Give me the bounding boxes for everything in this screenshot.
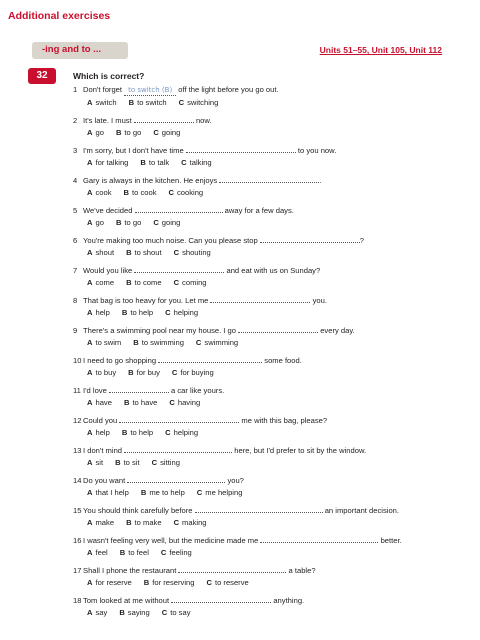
option-text: helping bbox=[173, 308, 199, 317]
answer-option-c[interactable] bbox=[174, 278, 207, 287]
question-sentence bbox=[73, 145, 473, 156]
option-letter: C bbox=[165, 428, 171, 437]
option-letter: C bbox=[151, 458, 158, 467]
option-text: help bbox=[95, 308, 110, 317]
answer-option-c[interactable] bbox=[196, 338, 238, 347]
option-text: go bbox=[95, 128, 104, 137]
option-letter: B bbox=[126, 278, 132, 287]
answer-option-a[interactable] bbox=[87, 578, 132, 587]
sentence-start: Tom looked at me without bbox=[83, 596, 172, 605]
question-item bbox=[73, 115, 473, 138]
answer-option-a[interactable] bbox=[87, 488, 129, 497]
answer-blank[interactable] bbox=[260, 535, 378, 543]
option-text: for buy bbox=[136, 368, 160, 377]
option-letter: A bbox=[87, 98, 93, 107]
option-letter: C bbox=[153, 218, 159, 227]
option-letter: A bbox=[87, 608, 93, 617]
question-number: 14 bbox=[73, 476, 82, 485]
answer-options bbox=[73, 518, 473, 528]
question-number: 11 bbox=[73, 386, 81, 395]
answer-blank[interactable] bbox=[178, 565, 286, 573]
option-text: helping bbox=[173, 428, 199, 437]
question-number: 4 bbox=[73, 176, 78, 185]
answer-option-b[interactable] bbox=[124, 398, 157, 407]
answer-option-b[interactable] bbox=[122, 428, 153, 437]
option-letter: A bbox=[87, 488, 93, 497]
answer-blank[interactable] bbox=[171, 595, 271, 603]
option-text: talking bbox=[189, 158, 212, 167]
answer-options bbox=[73, 218, 473, 228]
answer-option-a[interactable] bbox=[87, 608, 107, 617]
answer-option-a[interactable] bbox=[87, 428, 110, 437]
option-letter: A bbox=[87, 548, 93, 557]
sentence-end: a car like yours. bbox=[168, 386, 225, 395]
option-text: to say bbox=[170, 608, 191, 617]
answer-option-b[interactable] bbox=[116, 218, 141, 227]
option-letter: B bbox=[123, 398, 130, 407]
sentence-end: every day. bbox=[318, 326, 355, 335]
option-letter: A bbox=[87, 368, 93, 377]
answer-option-b[interactable] bbox=[133, 338, 184, 347]
option-text: to have bbox=[132, 398, 158, 407]
option-text: to go bbox=[124, 128, 142, 137]
question-sentence bbox=[73, 325, 473, 336]
answer-options bbox=[73, 488, 473, 498]
answer-options bbox=[73, 308, 473, 318]
answer-option-c[interactable] bbox=[169, 188, 204, 197]
option-letter: C bbox=[173, 518, 180, 527]
option-letter: C bbox=[196, 488, 203, 497]
answer-option-c[interactable] bbox=[152, 458, 180, 467]
answer-blank[interactable] bbox=[158, 355, 262, 363]
option-letter: A bbox=[87, 398, 93, 407]
question-item bbox=[73, 415, 473, 438]
option-text: to cook bbox=[132, 188, 157, 197]
question-number: 9 bbox=[73, 326, 78, 335]
option-letter: B bbox=[115, 458, 121, 467]
question-number: 8 bbox=[73, 296, 78, 305]
option-letter: B bbox=[140, 488, 147, 497]
answer-option-a[interactable] bbox=[87, 398, 112, 407]
answer-option-b[interactable] bbox=[144, 578, 195, 587]
answer-option-a[interactable] bbox=[87, 128, 104, 137]
sentence-end: anything. bbox=[271, 596, 305, 605]
answer-blank[interactable] bbox=[238, 325, 318, 333]
answer-option-c[interactable] bbox=[161, 548, 192, 557]
option-letter: B bbox=[143, 578, 150, 587]
sentence-start: Could you bbox=[83, 416, 120, 425]
option-text: help bbox=[95, 428, 110, 437]
answer-option-c[interactable] bbox=[162, 608, 191, 617]
option-text: to shout bbox=[134, 248, 162, 257]
answer-blank[interactable] bbox=[135, 205, 223, 213]
option-text: to swim bbox=[95, 338, 122, 347]
topic-label: -ing and to ... bbox=[42, 44, 102, 55]
answer-option-a[interactable] bbox=[87, 338, 121, 347]
answer-option-b[interactable] bbox=[126, 518, 162, 527]
option-text: to talk bbox=[148, 158, 170, 167]
sentence-start: You're making too much noise. Can you please stop bbox=[83, 236, 260, 245]
sentence-start: I don't mind bbox=[83, 446, 125, 455]
sentence-start: It's late. I must bbox=[83, 116, 134, 125]
option-text: make bbox=[95, 518, 115, 527]
answer-option-c[interactable] bbox=[172, 368, 214, 377]
question-item bbox=[73, 475, 473, 498]
option-letter: B bbox=[121, 428, 128, 437]
question-item bbox=[73, 175, 473, 198]
question-sentence bbox=[73, 355, 473, 366]
option-text: shouting bbox=[182, 248, 211, 257]
sentence-start: I'd love bbox=[83, 386, 109, 395]
option-text: for reserve bbox=[95, 578, 132, 587]
answer-option-c[interactable] bbox=[197, 488, 243, 497]
option-text: to go bbox=[124, 218, 142, 227]
question-item bbox=[73, 85, 473, 108]
option-text: going bbox=[161, 128, 181, 137]
example-answer[interactable]: to switch (B) bbox=[124, 85, 176, 96]
question-sentence bbox=[73, 85, 473, 96]
sentence-end: some food. bbox=[262, 356, 302, 365]
sentence-end: . bbox=[319, 176, 322, 185]
option-text: to come bbox=[134, 278, 162, 287]
answer-option-c[interactable] bbox=[174, 248, 211, 257]
answer-option-a[interactable] bbox=[87, 548, 108, 557]
option-letter: B bbox=[121, 308, 128, 317]
option-letter: A bbox=[87, 278, 93, 287]
sentence-end: off the light before you go out. bbox=[176, 85, 279, 94]
question-number: 12 bbox=[73, 416, 82, 425]
question-number: 2 bbox=[73, 116, 78, 125]
option-letter: C bbox=[161, 608, 168, 617]
answer-options bbox=[73, 248, 473, 258]
option-text: to reserve bbox=[214, 578, 249, 587]
answer-options bbox=[73, 578, 473, 588]
option-letter: C bbox=[181, 158, 187, 167]
topic-band bbox=[32, 42, 442, 59]
option-text: for reserving bbox=[152, 578, 195, 587]
option-letter: B bbox=[126, 248, 132, 257]
question-sentence bbox=[73, 295, 473, 306]
answer-options bbox=[73, 398, 473, 408]
option-letter: B bbox=[128, 368, 134, 377]
option-letter: A bbox=[87, 458, 93, 467]
sentence-end: here, but I'd prefer to sit by the window. bbox=[232, 446, 367, 455]
answer-option-c[interactable] bbox=[174, 518, 207, 527]
option-text: sitting bbox=[160, 458, 180, 467]
answer-option-a[interactable] bbox=[87, 158, 128, 167]
option-text: go bbox=[95, 218, 104, 227]
question-sentence bbox=[73, 205, 473, 216]
option-letter: C bbox=[168, 188, 174, 197]
question-number: 6 bbox=[73, 236, 78, 245]
option-text: to switch bbox=[137, 98, 167, 107]
question-sentence bbox=[73, 595, 473, 606]
sentence-start: I'm sorry, but I don't have time bbox=[83, 146, 186, 155]
option-text: say bbox=[95, 608, 108, 617]
answer-blank[interactable] bbox=[134, 115, 194, 123]
question-sentence bbox=[73, 445, 473, 456]
question-item bbox=[73, 325, 473, 348]
option-letter: B bbox=[115, 128, 122, 137]
option-letter: C bbox=[165, 308, 171, 317]
question-sentence bbox=[73, 475, 473, 486]
option-text: for buying bbox=[180, 368, 214, 377]
option-text: having bbox=[177, 398, 201, 407]
sentence-start: You should think carefully before bbox=[83, 506, 195, 515]
question-sentence bbox=[73, 505, 473, 516]
sentence-end: and eat with us on Sunday? bbox=[224, 266, 321, 275]
answer-blank[interactable] bbox=[134, 265, 224, 273]
option-text: saying bbox=[127, 608, 150, 617]
answer-blank[interactable] bbox=[195, 505, 323, 513]
option-text: to sit bbox=[123, 458, 140, 467]
question-item bbox=[73, 355, 473, 378]
question-sentence bbox=[73, 535, 473, 546]
sentence-end: a table? bbox=[286, 566, 316, 575]
answer-option-c[interactable] bbox=[165, 428, 198, 437]
question-sentence bbox=[73, 175, 473, 186]
question-sentence bbox=[73, 565, 473, 576]
answer-option-b[interactable] bbox=[126, 248, 162, 257]
answer-option-c[interactable] bbox=[206, 578, 248, 587]
option-text: sit bbox=[95, 458, 104, 467]
option-text: cooking bbox=[176, 188, 204, 197]
option-text: me helping bbox=[205, 488, 243, 497]
sentence-end: you. bbox=[310, 296, 327, 305]
sentence-start: Would you like bbox=[83, 266, 135, 275]
answer-options bbox=[73, 368, 473, 378]
answer-option-a[interactable] bbox=[87, 278, 114, 287]
answer-options bbox=[73, 158, 473, 168]
question-item bbox=[73, 295, 473, 318]
option-letter: B bbox=[123, 188, 130, 197]
option-text: to make bbox=[134, 518, 162, 527]
option-letter: C bbox=[173, 248, 180, 257]
option-letter: C bbox=[160, 548, 167, 557]
answer-options bbox=[73, 188, 473, 198]
answer-option-c[interactable] bbox=[153, 218, 180, 227]
option-text: to help bbox=[130, 428, 154, 437]
option-letter: A bbox=[87, 158, 93, 167]
question-item bbox=[73, 235, 473, 258]
option-letter: B bbox=[133, 338, 139, 347]
option-text: for talking bbox=[95, 158, 129, 167]
sentence-end: to you now. bbox=[295, 146, 337, 155]
answer-option-b[interactable] bbox=[128, 368, 160, 377]
sentence-start: We've decided bbox=[83, 206, 135, 215]
answer-options bbox=[73, 98, 473, 108]
question-sentence bbox=[73, 115, 473, 126]
answer-option-c[interactable] bbox=[169, 398, 200, 407]
sentence-start: Gary is always in the kitchen. He enjoys bbox=[83, 176, 220, 185]
question-number: 17 bbox=[73, 566, 82, 575]
sentence-end: an important decision. bbox=[322, 506, 399, 515]
option-text: switching bbox=[187, 98, 219, 107]
answer-options bbox=[73, 548, 473, 558]
answer-options bbox=[73, 278, 473, 288]
option-text: shout bbox=[95, 248, 115, 257]
option-letter: C bbox=[171, 368, 178, 377]
question-number: 1 bbox=[73, 85, 78, 94]
answer-option-c[interactable] bbox=[179, 98, 219, 107]
question-item bbox=[73, 505, 473, 528]
question-number: 15 bbox=[73, 506, 82, 515]
option-letter: B bbox=[115, 218, 122, 227]
answer-option-a[interactable] bbox=[87, 248, 114, 257]
option-text: to help bbox=[130, 308, 154, 317]
answer-option-b[interactable] bbox=[124, 188, 157, 197]
answer-blank[interactable] bbox=[186, 145, 296, 153]
answer-option-b[interactable] bbox=[129, 98, 167, 107]
units-reference-link[interactable]: Units 51–55, Unit 105, Unit 112 bbox=[319, 45, 442, 55]
answer-blank[interactable] bbox=[109, 385, 169, 393]
option-letter: C bbox=[153, 128, 159, 137]
exercise-number-badge: 32 bbox=[28, 68, 56, 84]
question-number: 16 bbox=[73, 536, 82, 545]
option-letter: C bbox=[169, 398, 175, 407]
answer-options bbox=[73, 458, 473, 468]
question-item bbox=[73, 535, 473, 558]
option-letter: B bbox=[128, 98, 135, 107]
answer-option-a[interactable] bbox=[87, 188, 112, 197]
answer-option-a[interactable] bbox=[87, 98, 117, 107]
answer-option-c[interactable] bbox=[153, 128, 180, 137]
option-letter: B bbox=[119, 548, 126, 557]
question-item bbox=[73, 445, 473, 468]
answer-option-c[interactable] bbox=[165, 308, 198, 317]
option-letter: A bbox=[87, 338, 93, 347]
answer-option-b[interactable] bbox=[120, 548, 149, 557]
option-letter: A bbox=[87, 308, 93, 317]
question-number: 5 bbox=[73, 206, 78, 215]
option-letter: A bbox=[87, 578, 93, 587]
answer-option-a[interactable] bbox=[87, 308, 110, 317]
question-item bbox=[73, 565, 473, 588]
question-number: 7 bbox=[73, 266, 78, 275]
sentence-start: That bag is too heavy for you. Let me bbox=[83, 296, 211, 305]
option-letter: A bbox=[87, 518, 93, 527]
sentence-start: Do you want bbox=[83, 476, 128, 485]
option-letter: C bbox=[206, 578, 212, 587]
answer-option-b[interactable] bbox=[116, 128, 141, 137]
question-sentence bbox=[73, 385, 473, 396]
question-item bbox=[73, 385, 473, 408]
answer-option-b[interactable] bbox=[119, 608, 149, 617]
option-letter: B bbox=[126, 518, 132, 527]
question-item bbox=[73, 145, 473, 168]
answer-option-a[interactable] bbox=[87, 218, 104, 227]
sentence-start: Shall I phone the restaurant bbox=[83, 566, 179, 575]
option-letter: A bbox=[87, 248, 93, 257]
question-number: 10 bbox=[73, 356, 82, 365]
option-letter: A bbox=[87, 188, 93, 197]
answer-option-b[interactable] bbox=[141, 488, 185, 497]
option-text: cook bbox=[95, 188, 112, 197]
option-text: feel bbox=[95, 548, 108, 557]
answer-options bbox=[73, 428, 473, 438]
option-text: me to help bbox=[149, 488, 185, 497]
sentence-end: me with this bag, please? bbox=[239, 416, 328, 425]
sentence-start: There's a swimming pool near my house. I go bbox=[83, 326, 239, 335]
option-letter: A bbox=[87, 218, 93, 227]
answer-option-a[interactable] bbox=[87, 458, 103, 467]
answer-options bbox=[73, 128, 473, 138]
option-text: that I help bbox=[95, 488, 129, 497]
answer-blank[interactable] bbox=[127, 475, 225, 483]
option-text: to buy bbox=[95, 368, 117, 377]
option-letter: C bbox=[195, 338, 202, 347]
answer-blank[interactable] bbox=[219, 175, 322, 185]
option-text: to feel bbox=[128, 548, 149, 557]
question-number: 13 bbox=[73, 446, 82, 455]
answer-option-b[interactable] bbox=[126, 278, 162, 287]
sentence-end: now. bbox=[193, 116, 212, 125]
sentence-start: I wasn't feeling very well, but the medicine made me bbox=[83, 536, 261, 545]
question-sentence bbox=[73, 265, 473, 276]
option-letter: A bbox=[87, 128, 93, 137]
option-text: come bbox=[95, 278, 115, 287]
sentence-end: away for a few days. bbox=[222, 206, 294, 215]
option-text: coming bbox=[182, 278, 207, 287]
answer-blank[interactable] bbox=[210, 295, 310, 303]
answer-option-a[interactable] bbox=[87, 518, 114, 527]
option-letter: B bbox=[140, 158, 146, 167]
answer-options bbox=[73, 608, 473, 618]
option-letter: A bbox=[87, 428, 93, 437]
sentence-end: you? bbox=[225, 476, 244, 485]
answer-option-b[interactable] bbox=[122, 308, 153, 317]
question-item bbox=[73, 595, 473, 618]
exercise-instruction: Which is correct? bbox=[73, 71, 145, 81]
option-letter: C bbox=[178, 98, 185, 107]
answer-blank[interactable] bbox=[124, 445, 232, 453]
sentence-start: I need to go shopping bbox=[83, 356, 159, 365]
answer-option-a[interactable] bbox=[87, 368, 116, 377]
question-item bbox=[73, 205, 473, 228]
option-text: going bbox=[161, 218, 181, 227]
question-sentence bbox=[73, 235, 473, 246]
answer-option-b[interactable] bbox=[115, 458, 140, 467]
option-text: feeling bbox=[169, 548, 192, 557]
answer-blank[interactable] bbox=[119, 415, 239, 423]
option-text: have bbox=[95, 398, 112, 407]
sentence-start: Don't forget bbox=[83, 85, 125, 94]
question-number: 18 bbox=[73, 596, 82, 605]
answer-options bbox=[73, 338, 473, 348]
answer-blank[interactable] bbox=[260, 235, 360, 243]
question-sentence bbox=[73, 415, 473, 426]
question-number: 3 bbox=[73, 146, 78, 155]
option-letter: C bbox=[173, 278, 180, 287]
section-title: Additional exercises bbox=[8, 10, 111, 22]
option-text: switch bbox=[95, 98, 117, 107]
option-text: making bbox=[182, 518, 207, 527]
answer-option-c[interactable] bbox=[181, 158, 211, 167]
option-text: to swimming bbox=[141, 338, 184, 347]
sentence-end: better. bbox=[378, 536, 402, 545]
answer-option-b[interactable] bbox=[140, 158, 169, 167]
option-letter: B bbox=[119, 608, 125, 617]
sentence-end: ? bbox=[359, 236, 365, 245]
question-item bbox=[73, 265, 473, 288]
option-text: swimming bbox=[204, 338, 239, 347]
